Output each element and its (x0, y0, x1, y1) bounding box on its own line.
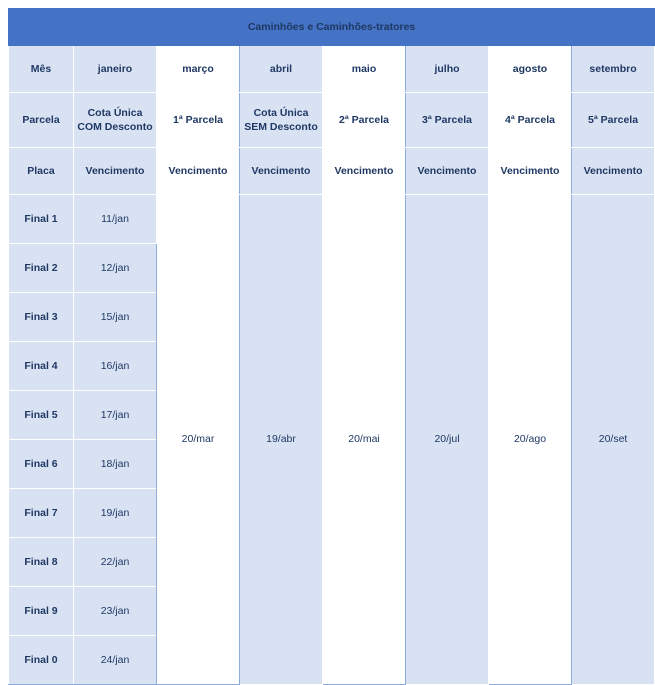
header-parcela-marco: 1ª Parcela (157, 93, 240, 148)
cell-setembro-merged: 20/set (572, 195, 655, 685)
header-mes-julho: julho (406, 46, 489, 93)
table-row (9, 195, 655, 244)
header-parcela-setembro: 5ª Parcela (572, 93, 655, 148)
cell-janeiro-final-3: 15/jan (74, 293, 157, 342)
row-placa-final-9: Final 9 (9, 587, 74, 636)
row-placa-final-7: Final 7 (9, 489, 74, 538)
cell-janeiro-final-6: 18/jan (74, 440, 157, 489)
row-placa-final-5: Final 5 (9, 391, 74, 440)
row-placa-final-0: Final 0 (9, 636, 74, 685)
cell-marco-merged: 20/mar (157, 195, 240, 685)
header-parcela-label: Parcela (9, 93, 74, 148)
header-row-parcela (9, 93, 655, 148)
header-vencimento-setembro: Vencimento (572, 148, 655, 195)
header-parcela-agosto: 4ª Parcela (489, 93, 572, 148)
cell-janeiro-final-7: 19/jan (74, 489, 157, 538)
cell-janeiro-final-2: 12/jan (74, 244, 157, 293)
header-parcela-abril: Cota Única SEM Desconto (240, 93, 323, 148)
cell-agosto-merged: 20/ago (489, 195, 572, 685)
table-title: Caminhões e Caminhões-tratores (9, 9, 655, 46)
header-mes-marco: março (157, 46, 240, 93)
row-placa-final-3: Final 3 (9, 293, 74, 342)
header-parcela-janeiro: Cota Única COM Desconto (74, 93, 157, 148)
cell-janeiro-final-0: 24/jan (74, 636, 157, 685)
header-mes-agosto: agosto (489, 46, 572, 93)
cell-janeiro-final-4: 16/jan (74, 342, 157, 391)
cell-janeiro-final-9: 23/jan (74, 587, 157, 636)
cell-janeiro-final-1: 11/jan (74, 195, 157, 244)
header-mes-setembro: setembro (572, 46, 655, 93)
header-mes-janeiro: janeiro (74, 46, 157, 93)
header-vencimento-maio: Vencimento (323, 148, 406, 195)
row-placa-final-4: Final 4 (9, 342, 74, 391)
header-vencimento-agosto: Vencimento (489, 148, 572, 195)
cell-janeiro-final-8: 22/jan (74, 538, 157, 587)
row-placa-final-8: Final 8 (9, 538, 74, 587)
header-vencimento-marco: Vencimento (157, 148, 240, 195)
row-placa-final-6: Final 6 (9, 440, 74, 489)
header-row-mes (9, 46, 655, 93)
row-placa-final-2: Final 2 (9, 244, 74, 293)
header-parcela-julho: 3ª Parcela (406, 93, 489, 148)
cell-julho-merged: 20/jul (406, 195, 489, 685)
header-vencimento-julho: Vencimento (406, 148, 489, 195)
cell-abril-merged: 19/abr (240, 195, 323, 685)
header-mes-abril: abril (240, 46, 323, 93)
cell-maio-merged: 20/mai (323, 195, 406, 685)
header-mes-label: Mês (9, 46, 74, 93)
header-row-placa (9, 148, 655, 195)
header-mes-maio: maio (323, 46, 406, 93)
header-placa-label: Placa (9, 148, 74, 195)
header-vencimento-abril: Vencimento (240, 148, 323, 195)
row-placa-final-1: Final 1 (9, 195, 74, 244)
vehicle-payment-schedule-table (8, 8, 655, 685)
header-vencimento-janeiro: Vencimento (74, 148, 157, 195)
cell-janeiro-final-5: 17/jan (74, 391, 157, 440)
title-row (9, 9, 655, 46)
header-parcela-maio: 2ª Parcela (323, 93, 406, 148)
